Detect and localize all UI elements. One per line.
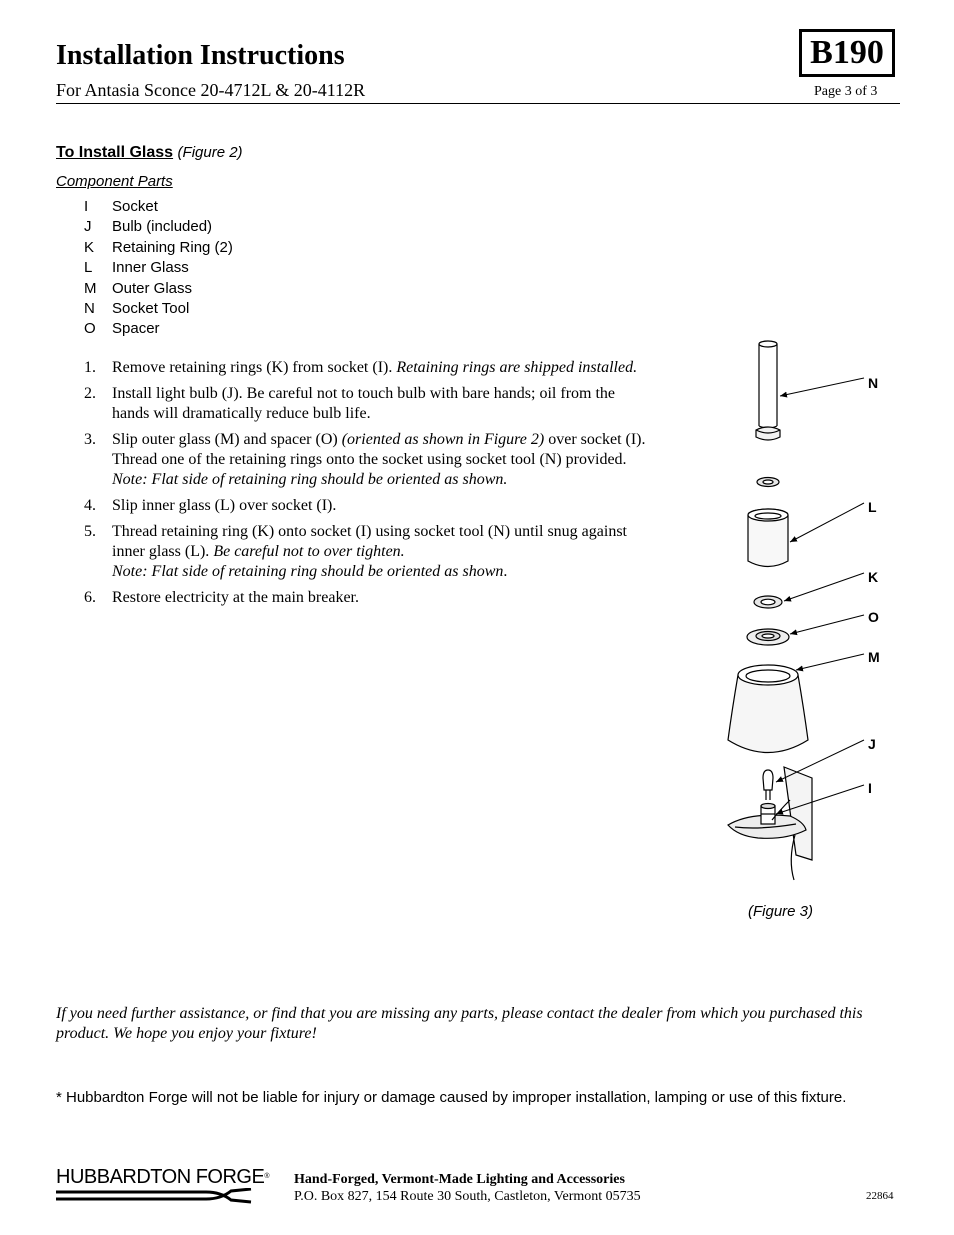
figure-label-o: O	[868, 609, 879, 625]
step-6	[84, 588, 654, 608]
figure-label-j: J	[868, 736, 876, 752]
step-text-continued: over socket (I). Thread one of the retaining rings onto the socket using socket tool (N) provided.	[112, 431, 646, 468]
document-code-box	[799, 29, 895, 77]
instruction-steps	[84, 358, 654, 614]
company-logo	[56, 1166, 269, 1209]
page-number: Page 3 of 3	[814, 84, 878, 99]
part-name: Outer Glass	[112, 279, 193, 297]
list-item	[84, 319, 233, 339]
step-note: Note: Flat side of retaining ring should be oriented as shown	[112, 563, 504, 580]
list-item	[84, 299, 233, 319]
step-text: Slip inner glass (L) over socket (I).	[112, 497, 337, 514]
outer-glass-part	[728, 665, 808, 753]
part-name: Socket Tool	[112, 299, 190, 317]
bulb-part	[763, 770, 773, 800]
page-title: Installation Instructions	[56, 40, 345, 71]
step-number: 5.	[84, 523, 96, 540]
inner-glass-part	[748, 509, 788, 567]
step-4	[84, 496, 654, 516]
logo-text: HUBBARDTON FORGE	[56, 1166, 265, 1188]
part-letter: J	[84, 218, 92, 236]
step-1	[84, 358, 654, 378]
page-subtitle: For Antasia Sconce 20-4712L & 20-4112R	[56, 80, 366, 100]
list-item	[84, 217, 233, 237]
step-note-end: .	[503, 563, 508, 580]
figure-label-l: L	[868, 499, 877, 515]
document-number: 22864	[866, 1190, 894, 1202]
section-title: To Install Glass	[56, 144, 174, 161]
step-number: 2.	[84, 385, 96, 402]
parts-list	[84, 197, 233, 340]
part-letter: L	[84, 259, 93, 277]
step-number: 1.	[84, 359, 96, 376]
part-letter: M	[84, 279, 97, 297]
logo-forge-tongs-icon	[56, 1188, 256, 1204]
assistance-note: If you need further assistance, or find that you are missing any parts, please contact the dealer from which you purchased this product. We hope you enjoy your fixture!	[56, 1005, 863, 1042]
step-text: Slip outer glass (M) and spacer (O)	[112, 431, 342, 448]
list-item	[84, 197, 233, 217]
spacer-part	[747, 629, 789, 645]
list-item	[84, 258, 233, 278]
part-letter: O	[84, 320, 96, 338]
retaining-ring-part	[754, 596, 782, 608]
section-heading	[56, 144, 243, 162]
part-name: Bulb (included)	[112, 218, 213, 236]
figure-caption: (Figure 3)	[748, 903, 814, 920]
part-name: Socket	[112, 198, 158, 215]
step-text: Remove retaining rings (K) from socket (I).	[112, 359, 397, 376]
step-number: 6.	[84, 589, 96, 606]
step-caution: Be careful not to over tighten.	[213, 543, 405, 560]
part-name: Retaining Ring (2)	[112, 238, 233, 256]
part-name: Inner Glass	[112, 259, 189, 277]
figure-label-k: K	[868, 569, 879, 585]
step-number: 3.	[84, 431, 96, 448]
step-3	[84, 430, 654, 490]
step-number: 4.	[84, 497, 96, 514]
part-letter: N	[84, 299, 95, 317]
step-2	[84, 384, 654, 424]
footer-address: P.O. Box 827, 154 Route 30 South, Castleton, Vermont 05735	[294, 1189, 641, 1204]
liability-disclaimer: * Hubbardton Forge will not be liable for injury or damage caused by improper installation, lamping or use of this fixture.	[56, 1089, 847, 1106]
part-letter: I	[84, 198, 89, 215]
washer-part	[757, 478, 779, 487]
step-orientation-note: (oriented as shown in Figure 2)	[341, 431, 545, 448]
document-code: B190	[810, 34, 884, 71]
step-note: Retaining rings are shipped installed.	[396, 359, 638, 376]
step-note: Note: Flat side of retaining ring should be oriented as shown.	[112, 471, 508, 488]
registered-mark: ®	[264, 1173, 269, 1180]
figure-label-i: I	[868, 780, 872, 796]
step-text: Thread retaining ring (K) onto socket (I) using socket tool (N) until snug against inner glass (L).	[112, 523, 627, 560]
socket-tool-part	[756, 341, 780, 440]
part-letter: K	[84, 238, 95, 256]
footer-tagline: Hand-Forged, Vermont-Made Lighting and Accessories	[294, 1172, 625, 1187]
figure-label-n: N	[868, 375, 879, 391]
components-heading: Component Parts	[56, 173, 173, 190]
step-text: Install light bulb (J). Be careful not to touch bulb with bare hands; oil from the hands will dramatically reduce bulb life.	[112, 385, 616, 422]
figure-label-m: M	[868, 649, 880, 665]
section-figure-ref: (Figure 2)	[177, 144, 243, 161]
part-name: Spacer	[112, 320, 160, 338]
step-5	[84, 522, 654, 582]
step-text: Restore electricity at the main breaker.	[112, 589, 359, 606]
list-item	[84, 279, 233, 299]
list-item	[84, 238, 233, 258]
header-divider	[56, 103, 900, 104]
